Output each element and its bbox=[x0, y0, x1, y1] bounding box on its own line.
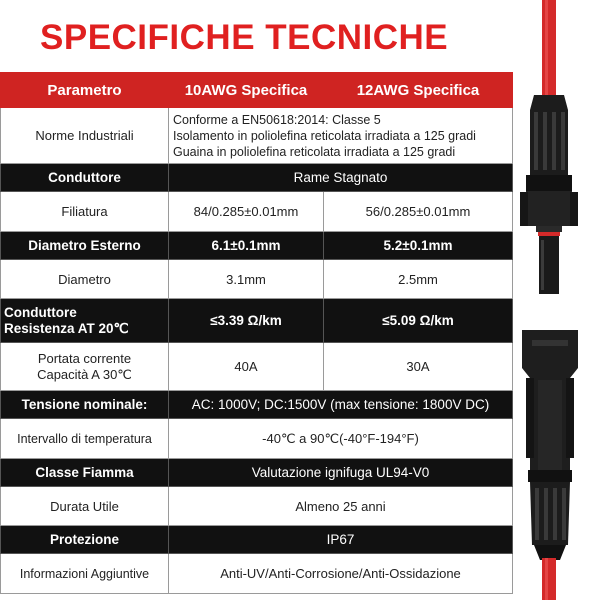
filiatura-10awg: 84/0.285±0.01mm bbox=[169, 192, 324, 232]
diametro-10awg: 3.1mm bbox=[169, 260, 324, 299]
tensione-value: AC: 1000V; DC:1500V (max tensione: 1800V DC) bbox=[169, 391, 513, 419]
female-connector bbox=[522, 330, 578, 560]
diametro-esterno-10awg: 6.1±0.1mm bbox=[169, 232, 324, 260]
resistenza-label-line2: Resistenza AT 20℃ bbox=[4, 320, 129, 336]
diametro-esterno-12awg: 5.2±0.1mm bbox=[324, 232, 513, 260]
fiamma-value: Valutazione ignifuga UL94-V0 bbox=[169, 459, 513, 487]
norme-line: Conforme a EN50618:2014: Classe 5 bbox=[173, 112, 381, 127]
resistenza-10awg: ≤3.39 Ω/km bbox=[169, 299, 324, 343]
portata-label-line2: Capacità A 30℃ bbox=[37, 366, 132, 382]
row-label-protezione: Protezione bbox=[1, 526, 169, 554]
header-param: Parametro bbox=[1, 73, 169, 108]
table-row bbox=[1, 487, 513, 526]
info-value: Anti-UV/Anti-Corrosione/Anti-Ossidazione bbox=[169, 554, 513, 594]
conduttore-value: Rame Stagnato bbox=[169, 164, 513, 192]
table-row bbox=[1, 260, 513, 299]
row-label-durata: Durata Utile bbox=[1, 487, 169, 526]
table-row bbox=[1, 299, 513, 343]
table-row bbox=[1, 192, 513, 232]
norme-value bbox=[169, 108, 513, 164]
row-label-filiatura: Filiatura bbox=[1, 192, 169, 232]
table-row bbox=[1, 164, 513, 192]
red-cable-bottom bbox=[542, 558, 556, 600]
red-cable-top bbox=[542, 0, 556, 100]
row-label-norme: Norme Industriali bbox=[1, 108, 169, 164]
row-label-info: Informazioni Aggiuntive bbox=[1, 554, 169, 594]
table-row bbox=[1, 232, 513, 260]
mc4-connector-illustration bbox=[512, 0, 591, 600]
portata-12awg: 30A bbox=[324, 343, 513, 391]
row-label-conduttore: Conduttore bbox=[1, 164, 169, 192]
row-label-resistenza bbox=[1, 299, 169, 343]
header-10awg: 10AWG Specifica bbox=[169, 73, 324, 108]
diametro-12awg: 2.5mm bbox=[324, 260, 513, 299]
temperatura-value: -40℃ a 90℃(-40°F-194°F) bbox=[169, 419, 513, 459]
table-row bbox=[1, 554, 513, 594]
table-header-row bbox=[1, 73, 513, 108]
row-label-temperatura: Intervallo di temperatura bbox=[1, 419, 169, 459]
table-row bbox=[1, 459, 513, 487]
table-row bbox=[1, 343, 513, 391]
row-label-fiamma: Classe Fiamma bbox=[1, 459, 169, 487]
protezione-value: IP67 bbox=[169, 526, 513, 554]
page-title: SPECIFICHE TECNICHE bbox=[40, 18, 449, 57]
header-12awg: 12AWG Specifica bbox=[324, 73, 513, 108]
norme-line: Isolamento in poliolefina reticolata irradiata a 125 gradi bbox=[173, 128, 476, 143]
resistenza-label-line1: Conduttore bbox=[4, 304, 77, 320]
red-seal-ring bbox=[538, 232, 560, 236]
row-label-diametro-esterno: Diametro Esterno bbox=[1, 232, 169, 260]
portata-label-line1: Portata corrente bbox=[37, 350, 132, 366]
resistenza-12awg: ≤5.09 Ω/km bbox=[324, 299, 513, 343]
filiatura-12awg: 56/0.285±0.01mm bbox=[324, 192, 513, 232]
durata-value: Almeno 25 anni bbox=[169, 487, 513, 526]
table-row bbox=[1, 526, 513, 554]
row-label-diametro: Diametro bbox=[1, 260, 169, 299]
male-connector bbox=[520, 95, 578, 294]
row-label-portata bbox=[1, 343, 169, 391]
table-row bbox=[1, 419, 513, 459]
norme-line: Guaina in poliolefina reticolata irradiata a 125 gradi bbox=[173, 144, 456, 159]
table-row bbox=[1, 391, 513, 419]
table-row bbox=[1, 108, 513, 164]
spec-table bbox=[0, 72, 513, 594]
row-label-tensione: Tensione nominale: bbox=[1, 391, 169, 419]
portata-10awg: 40A bbox=[169, 343, 324, 391]
